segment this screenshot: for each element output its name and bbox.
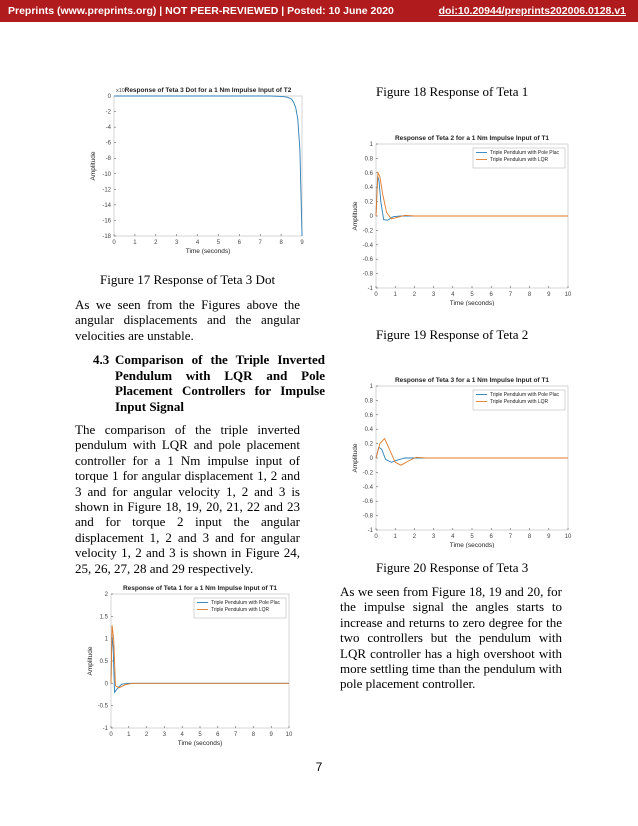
x-tick-label: 4 [180,732,184,738]
x-tick-label: 0 [109,732,113,738]
x-tick-label: 9 [547,534,551,540]
figure-20-caption: Figure 20 Response of Teta 3 [376,560,529,575]
y-tick-label: 0.8 [364,398,373,405]
y-tick-label: -6 [105,140,111,147]
y-tick-label: 0.2 [364,441,373,448]
x-tick-label: 9 [300,240,304,246]
x-tick-label: 5 [198,732,202,738]
x-tick-label: 5 [216,240,221,246]
x-tick-label: 7 [233,732,238,738]
y-tick-label: -0.8 [362,513,373,520]
x-tick-label: 10 [564,534,572,540]
x-tick-label: 8 [279,240,283,246]
figure-19-caption: Figure 19 Response of Teta 2 [376,327,529,342]
chart-title: Response of Teta 3 for a 1 Nm Impulse Input of T1 [394,377,550,384]
series-line-2 [111,625,289,688]
header-doi-link[interactable]: doi:10.20944/preprints202006.0128.v1 [438,5,626,17]
legend-label: Triple Pendulum with LQR [490,157,549,163]
x-tick-label: 3 [174,240,179,246]
y-tick-label: 0 [369,214,373,220]
paragraph-observation: As we seen from Figure 18, 19 and 20, for the impulse signal the angles starts to increase and returns to zero degree for the two controllers but the pendulum with LQR controller has a high overshoot with more settling time than the pendulum with pole placement controller. [340,584,562,692]
chart-title: Response of Teta 1 for a 1 Nm Impulse Input of T1 [122,585,278,592]
series-line-1 [114,96,302,236]
x-tick-label: 8 [251,732,256,738]
y-tick-label: -16 [102,218,111,225]
y-tick-label: -12 [102,187,111,194]
legend-label: Triple Pendulum with Pole Plac [490,392,560,398]
y-tick-label: -0.8 [362,271,373,278]
x-tick-label: 2 [412,534,417,540]
y-tick-label: -0.2 [362,228,373,235]
y-tick-label: -1 [102,726,108,732]
y-tick-label: -18 [102,234,111,240]
y-tick-label: -0.6 [362,257,373,264]
y-axis-label: Amplitude [90,151,97,181]
x-tick-label: 2 [144,732,149,738]
y-tick-label: 2 [104,592,108,598]
figure-teta1-plot [85,578,300,748]
section-title: Comparison of the Triple Inverted Pendulum with LQR and Pole Placement Controllers for Impulse Input Signal [115,352,325,414]
y-tick-label: 0 [369,456,373,462]
y-tick-label: 0 [107,94,111,100]
y-axis-label: Amplitude [87,646,94,676]
y-tick-label: -0.5 [97,703,108,710]
x-tick-label: 1 [127,732,131,738]
x-axis-label: Time (seconds) [177,740,223,747]
x-tick-label: 2 [412,292,417,298]
x-tick-label: 4 [451,292,455,298]
x-tick-label: 8 [527,292,532,298]
y-tick-label: 0.8 [364,156,373,163]
y-tick-label: 1 [369,142,373,148]
y-axis-label: Amplitude [352,443,359,473]
figure-17-caption: Figure 17 Response of Teta 3 Dot [100,272,276,287]
plot-area-frame [114,96,302,236]
y-axis-label: Amplitude [352,201,359,231]
y-tick-label: 0.6 [364,412,373,419]
y-tick-label: -0.2 [362,470,373,477]
x-tick-label: 1 [393,292,397,298]
section-number: 4.3 [93,352,110,367]
legend-label: Triple Pendulum with LQR [490,399,549,405]
x-tick-label: 6 [489,292,493,298]
x-tick-label: 4 [451,534,455,540]
figure-18-plot [342,126,572,306]
x-axis-label: Time (seconds) [449,300,495,306]
series-line-2 [376,173,568,219]
x-tick-label: 0 [112,240,116,246]
paragraph-instability: As we seen from the Figures above the angular displacements and the angular velocities are unstable. [75,297,300,343]
x-tick-label: 3 [431,292,436,298]
x-tick-label: 7 [508,534,513,540]
y-tick-label: -0.4 [362,484,373,491]
y-tick-label: 0 [104,681,108,688]
y-tick-label: -8 [105,156,111,163]
x-tick-label: 10 [564,292,572,298]
x-tick-label: 5 [470,292,474,298]
x-tick-label: 3 [162,732,167,738]
header-source: Preprints (www.preprints.org) | NOT PEER-REVIEWED | Posted: 10 June 2020 [8,5,394,17]
x-tick-label: 3 [431,534,436,540]
chart-title: Response of Teta 3 Dot for a 1 Nm Impulse Input of T2 [124,87,292,94]
y-tick-label: -0.4 [362,242,373,249]
y-tick-label: 0.2 [364,199,373,206]
y-tick-label: -0.6 [362,499,373,506]
x-axis-label: Time (seconds) [185,248,231,255]
x-tick-label: 8 [527,534,532,540]
x-tick-label: 0 [374,292,378,298]
chart-title: Response of Teta 2 for a 1 Nm Impulse Input of T1 [394,135,550,142]
paragraph-comparison: The comparison of the triple inverted pendulum with LQR and pole placement controller for a 1 Nm impulse input of torque 1 for angular displacement 1, 2 and 3 and for angular velocity 1, 2 and 3 is shown in Figure 18, 19, 20, 21, 22 and 23 and for torque 2 input the angular displacement 1, 2 and 3 and for angular velocity 1, 2 and 3 is shown in Figure 24, 25, 26, 27, 28 and 29 respectively. [75,422,300,576]
y-tick-label: 0.6 [364,170,373,177]
y-tick-label: -14 [102,202,111,209]
series-line-1 [376,176,568,220]
figure-17-plot [84,86,314,261]
figure-20-plot [342,368,572,548]
y-tick-label: 1 [104,636,108,643]
y-tick-label: -4 [105,125,111,132]
x-tick-label: 4 [195,240,200,246]
x-tick-label: 1 [133,240,137,246]
x-tick-label: 9 [269,732,273,738]
y-exponent-label: x10^ [116,88,128,94]
x-tick-label: 9 [547,292,551,298]
x-tick-label: 7 [258,240,262,246]
y-tick-label: 0.4 [364,185,373,192]
x-tick-label: 10 [285,732,293,738]
x-tick-label: 2 [154,240,158,246]
series-line-2 [376,439,568,466]
x-tick-label: 6 [237,240,242,246]
page-number: 7 [315,760,323,774]
x-tick-label: 5 [470,534,474,540]
series-line-1 [376,447,568,462]
y-tick-label: -1 [367,286,373,292]
section-heading-4-3 [93,352,325,414]
figure-18-caption: Figure 18 Response of Teta 1 [376,84,529,99]
y-tick-label: -2 [105,109,111,116]
x-tick-label: 6 [216,732,220,738]
x-tick-label: 0 [374,534,378,540]
legend-label: Triple Pendulum with Pole Plac [211,600,281,606]
x-tick-label: 6 [489,534,493,540]
y-tick-label: -10 [102,171,111,178]
x-axis-label: Time (seconds) [449,542,495,548]
x-tick-label: 1 [393,534,397,540]
y-tick-label: 0.5 [99,659,108,665]
preprint-header-bar [0,0,638,22]
legend-label: Triple Pendulum with Pole Plac [490,150,560,156]
y-tick-label: -1 [367,528,373,534]
x-tick-label: 7 [508,292,513,298]
y-tick-label: 0.4 [364,427,373,434]
y-tick-label: 1.5 [99,614,108,621]
legend-label: Triple Pendulum with LQR [211,607,270,613]
y-tick-label: 1 [369,384,373,390]
